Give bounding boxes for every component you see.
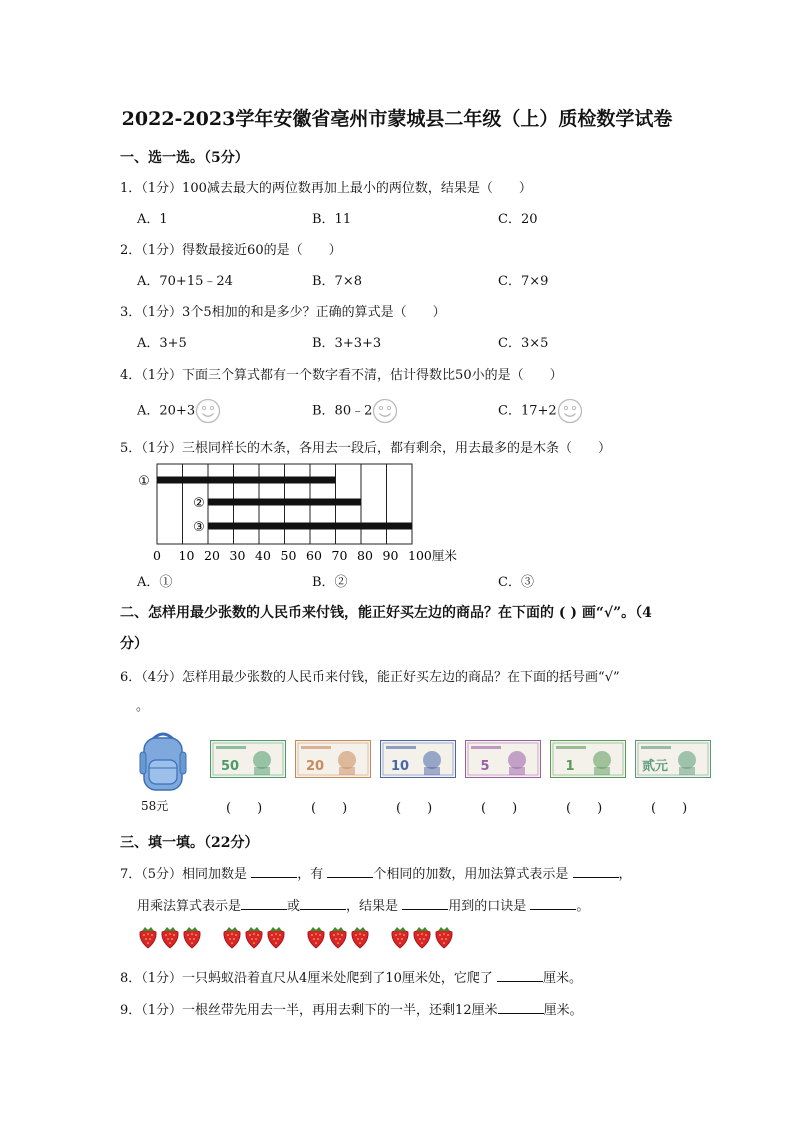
wood-strips-diagram <box>130 460 480 566</box>
banknote-4 <box>465 740 541 778</box>
banknote-2 <box>295 740 371 778</box>
q9-text-body: 9．（1分）一根丝带先用去一半，再用去剩下的一半，还剩12厘米 <box>120 1003 498 1018</box>
tick-label: 100厘米 <box>408 548 457 563</box>
tick-label: 80 <box>357 548 373 563</box>
q4-option-b <box>312 398 398 424</box>
section-2-heading-line2: 分） <box>120 636 148 652</box>
tick-label: 60 <box>306 548 322 563</box>
q5-option-c: C．③ <box>498 575 534 590</box>
q7-blank-count[interactable] <box>327 865 373 878</box>
wood-strip-label-3: ③ <box>193 520 205 535</box>
tick-label: 50 <box>280 548 297 563</box>
answer-paren-6[interactable]: ( ) <box>651 801 688 816</box>
answer-paren-2[interactable]: ( ) <box>311 801 348 816</box>
strawberry-icon <box>350 925 370 949</box>
q9-text-tail: 厘米。 <box>543 1003 583 1018</box>
q7-blank-addition[interactable] <box>573 865 619 878</box>
q7-line1-part-b: ，有 <box>297 867 324 882</box>
answer-paren-4[interactable]: ( ) <box>481 801 518 816</box>
banknote-3 <box>380 740 456 778</box>
q7-line1 <box>120 863 632 882</box>
banknote-1 <box>210 740 286 778</box>
q2-option-b: B．7×8 <box>312 274 362 289</box>
banknote-5 <box>550 740 626 778</box>
smiley-icon <box>557 398 583 424</box>
q1-option-a: A．1 <box>137 212 168 227</box>
q7-blank-addend[interactable] <box>251 865 297 878</box>
answer-paren-5[interactable]: ( ) <box>566 801 603 816</box>
q7-blank-mult-2[interactable] <box>300 897 346 910</box>
q3-option-a: A．3+5 <box>137 336 187 351</box>
tick-label: 0 <box>153 548 161 563</box>
q1-text: 1．（1分）100减去最大的两位数再加上最小的两位数，结果是（ ） <box>120 181 532 196</box>
answer-paren-1[interactable]: ( ) <box>226 801 263 816</box>
q4-option-a-label: A．20+3 <box>137 403 196 419</box>
strawberry-icon <box>412 925 432 949</box>
q8-text-body: 8．（1分）一只蚂蚁沿着直尺从4厘米处爬到了10厘米处，它爬了 <box>120 971 493 986</box>
tick-label: 30 <box>229 548 246 563</box>
q4-option-a <box>137 398 221 424</box>
q5-text: 5．（1分）三根同样长的木条，各用去一段后，都有剩余，用去最多的是木条（ ） <box>120 441 612 456</box>
q7-line2-part-e: 。 <box>576 899 590 914</box>
q9-text <box>120 999 583 1018</box>
q7-line2-part-b: 或 <box>287 899 301 914</box>
wood-strip-label-2: ② <box>193 496 205 511</box>
page-title: 2022-2023学年安徽省亳州市蒙城县二年级（上）质检数学试卷 <box>121 108 673 130</box>
strawberry-icon <box>138 925 158 949</box>
q5-option-b: B．② <box>312 575 348 590</box>
wood-strip-bar-2 <box>208 499 361 506</box>
strawberry-icon <box>328 925 348 949</box>
tick-label: 40 <box>255 548 271 563</box>
backpack-icon <box>138 730 188 792</box>
q4-option-c-label: C．17+2 <box>498 403 557 419</box>
q7-blank-rhyme[interactable] <box>530 897 576 910</box>
q7-line2-part-a: 用乘法算式表示是 <box>137 899 242 914</box>
q6-text-tail: 。 <box>136 699 150 714</box>
q3-text: 3．（1分）3个5相加的和是多少？正确的算式是（ ） <box>120 305 446 320</box>
answer-paren-3[interactable]: ( ) <box>396 801 433 816</box>
q7-blank-result[interactable] <box>402 897 448 910</box>
q1-option-b: B．11 <box>312 212 352 227</box>
banknote-6 <box>635 740 711 778</box>
q2-option-a: A．70+15﹣24 <box>137 274 233 289</box>
smiley-icon <box>195 398 221 424</box>
section-2-heading-line1: 二、怎样用最少张数的人民币来付钱，能正好买左边的商品？在下面的 ( ) 画“√”。（4 <box>120 605 652 621</box>
q4-text: 4．（1分）下面三个算式都有一个数字看不清，估计得数比50小的是（ ） <box>120 368 563 383</box>
q1-option-c: C．20 <box>498 212 538 227</box>
q7-line2 <box>137 895 589 914</box>
svg-text:1: 1 <box>565 759 575 774</box>
strawberry-groups <box>138 925 468 951</box>
backpack-price: 58元 <box>141 799 169 813</box>
q8-blank[interactable] <box>497 969 543 982</box>
tick-label: 20 <box>204 548 220 563</box>
q8-text <box>120 967 582 986</box>
tick-label: 10 <box>178 548 195 563</box>
q6-text: 6．（4分）怎样用最少张数的人民币来付钱，能正好买左边的商品？在下面的括号画“√” <box>120 670 620 685</box>
wood-strip-bar-3 <box>208 523 412 530</box>
section-3-heading: 三、填一填。（22分） <box>120 835 259 851</box>
q4-option-c <box>498 398 583 424</box>
svg-text:贰元: 贰元 <box>641 759 669 774</box>
strawberry-icon <box>306 925 326 949</box>
strawberry-icon <box>434 925 454 949</box>
q2-text: 2．（1分）得数最接近60的是（ ） <box>120 243 342 258</box>
q7-line1-part-a: 7．（5分）相同加数是 <box>120 867 248 882</box>
q3-option-c: C．3×5 <box>498 336 549 351</box>
strawberry-icon <box>390 925 410 949</box>
section-1-heading: 一、选一选。（5分） <box>120 150 249 166</box>
strawberry-icon <box>244 925 264 949</box>
tick-label: 70 <box>331 548 348 563</box>
strawberry-icon <box>266 925 286 949</box>
q7-line2-part-d: 用到的口诀是 <box>448 899 527 914</box>
q7-line2-part-c: ，结果是 <box>346 899 399 914</box>
smiley-icon <box>372 398 398 424</box>
svg-text:5: 5 <box>480 759 490 774</box>
svg-text:50: 50 <box>220 759 240 774</box>
q5-option-a: A．① <box>137 575 173 590</box>
q3-option-b: B．3+3+3 <box>312 336 382 351</box>
q9-blank[interactable] <box>498 1001 544 1014</box>
svg-text:20: 20 <box>305 759 325 774</box>
q7-blank-mult-1[interactable] <box>241 897 287 910</box>
wood-strip-label-1: ① <box>138 474 150 489</box>
svg-text:10: 10 <box>390 759 410 774</box>
q4-option-b-label: B．80﹣2 <box>312 403 373 419</box>
banknote-parens-row <box>210 797 710 815</box>
q2-option-c: C．7×9 <box>498 274 549 289</box>
strawberry-icon <box>222 925 242 949</box>
strawberry-icon <box>160 925 180 949</box>
q8-text-tail: 厘米。 <box>543 971 583 986</box>
q7-line1-part-d: ， <box>618 867 632 882</box>
strawberry-icon <box>182 925 202 949</box>
banknotes-row <box>210 740 710 780</box>
wood-strip-bar-1 <box>157 477 336 484</box>
q7-line1-part-c: 个相同的加数，用加法算式表示是 <box>373 867 569 882</box>
tick-label: 90 <box>382 548 399 563</box>
